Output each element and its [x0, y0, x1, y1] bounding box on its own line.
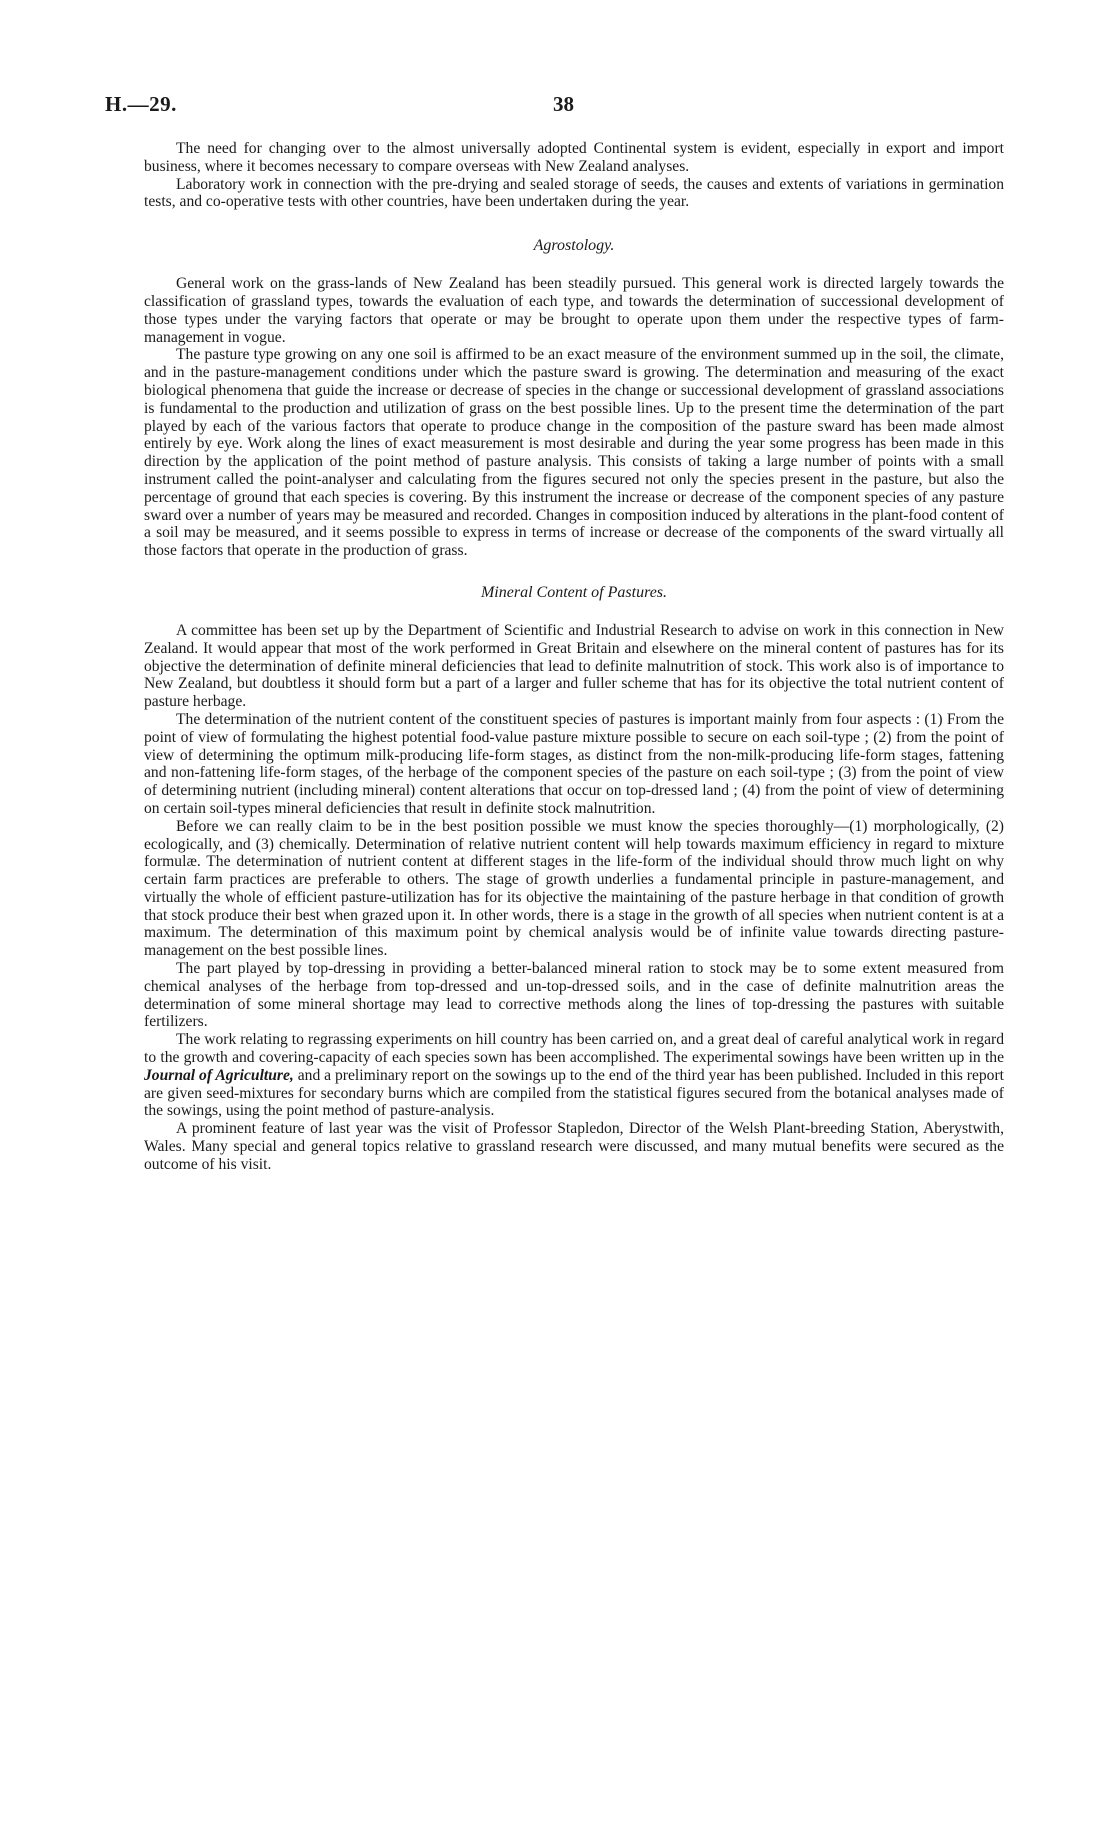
- intro-paragraph-1: The need for changing over to the almost universally adopted Continental system is evident, especially in export and import business, where it becomes necessary to compare overseas with New Zealand analyses.: [144, 140, 1004, 175]
- body-text: [144, 140, 1004, 1174]
- agrostology-heading: Agrostology.: [533, 237, 615, 255]
- intro-paragraph-2: Laboratory work in connection with the pre-drying and sealed storage of seeds, the causes and extents of variations in germination tests, and co-operative tests with other countries, have been undertaken during the year.: [144, 175, 1004, 211]
- mineral-paragraph-4: The part played by top-dressing in providing a better-balanced mineral ration to stock may be to some extent measured from chemical analyses of the herbage from top-dressed and un-top-dressed soils, and in the case of definite malnutrition areas the determination of some mineral shortage may lead to corrective methods along the lines of top-dressing the pastures with suitable fertilizers.: [144, 960, 1004, 1031]
- regrassing-paragraph: [144, 1031, 1004, 1120]
- regrassing-text-after: and a preliminary report on the sowings up to the end of the third year has been published. Included in this report are given seed-mixtures for secondary burns which are compiled from the statistical figures secured from the botanical analyses made of the sowings, using the point method of pasture-analysis.: [144, 1066, 1004, 1120]
- mineral-paragraph-3: Before we can really claim to be in the best position possible we must know the species thoroughly—(1) morphologically, (2) ecologically, and (3) chemically. Determination of relative nutrient content will help towards maximum efficiency in regard to mixture formulæ. The determination of nutrient content at different stages in the life-form of the individual should throw much light on why certain farm practices are preferable to others. The stage of growth underlies a fundamental principle in pasture-management, and virtually the whole of efficient pasture-utilization has for its objective the maintaining of the pasture herbage in that condition of growth that stock produce their best when grazed upon it. In other words, there is a stage in the growth of all species when nutrient content is at a maximum. The determination of this maximum point by chemical analysis would be of infinite value towards directing pasture-management on the best possible lines.: [144, 817, 1004, 960]
- regrassing-text-before: The work relating to regrassing experiments on hill country has been carried on, and a great deal of careful analytical work in regard to the growth and covering-capacity of each species sown has been accomplished. The experimental sowings have been written up in the: [144, 1031, 1004, 1067]
- mineral-content-heading: Mineral Content of Pastures.: [480, 583, 668, 601]
- mineral-paragraph-2: The determination of the nutrient content of the constituent species of pastures is important mainly from four aspects : (1) From the point of view of formulating the highest potential food-value pasture mixture possible to secure on each soil-type ; (2) from the point of view of determining the optimum milk-producing life-form stages, as distinct from the non-milk-producing life-form stages, fattening and non-fattening life-form stages, of the herbage of the component species of the pasture on each soil-type ; (3) from the point of view of determining nutrient (including mineral) content alterations that occur on top-dressed land ; (4) from the point of view of determining on certain soil-types mineral deficiencies that result in definite stock malnutrition.: [144, 710, 1004, 817]
- report-code: H.—29.: [105, 92, 177, 116]
- running-head: [105, 92, 1025, 122]
- agrostology-paragraph-2: The pasture type growing on any one soil is affirmed to be an exact measure of the environment summed up in the soil, the climate, and in the pasture-management conditions under which the pasture sward is growing. The determination and measuring of the exact biological phenomena that guide the increase or decrease of species in the change or successional development of grassland associations is fundamental to the production and utilization of grass on the best possible lines. Up to the present time the determination of the part played by each of the various factors that operate to produce change in the composition of the pasture sward has been made almost entirely by eye. Work along the lines of exact measurement is most desirable and during the year some progress has been made in this direction by the application of the point method of pasture analysis. This consists of taking a large number of points with a small instrument called the point-analyser and calculating from the figures secured not only the species present in the pasture, but also the percentage of ground that each species is covering. By this instrument the increase or decrease of the component species of any pasture sward over a number of years may be measured and recorded. Changes in composition induced by alterations in the plant-food content of a soil may be measured, and it seems possible to express in terms of increase or decrease of the components of the sward virtually all those factors that operate in the production of grass.: [144, 346, 1004, 560]
- agrostology-paragraph-1: General work on the grass-lands of New Zealand has been steadily pursued. This general work is directed largely towards the classification of grassland types, towards the evaluation of each type, and towards the determination of successional development of those types under the varying factors that operate or may be brought to operate upon them under the respective types of farm-management in vogue.: [144, 275, 1004, 346]
- stapledon-visit-paragraph: A prominent feature of last year was the visit of Professor Stapledon, Director of the Welsh Plant-breeding Station, Aberystwith, Wales. Many special and general topics relative to grassland research were discussed, and many mutual benefits were secured as the outcome of his visit.: [144, 1120, 1004, 1173]
- journal-title: Journal of Agriculture,: [144, 1066, 294, 1084]
- mineral-paragraph-1: A committee has been set up by the Department of Scientific and Industrial Research to advise on work in this connection in New Zealand. It would appear that most of the work performed in Great Britain and elsewhere on the mineral content of pastures has for its objective the determination of definite mineral deficiencies that lead to definite malnutrition of stock. This work also is of importance to New Zealand, but doubtless it should form but a part of a larger and fuller scheme that has for its objective the total nutrient content of pasture herbage.: [144, 621, 1004, 711]
- page-number: 38: [553, 92, 574, 116]
